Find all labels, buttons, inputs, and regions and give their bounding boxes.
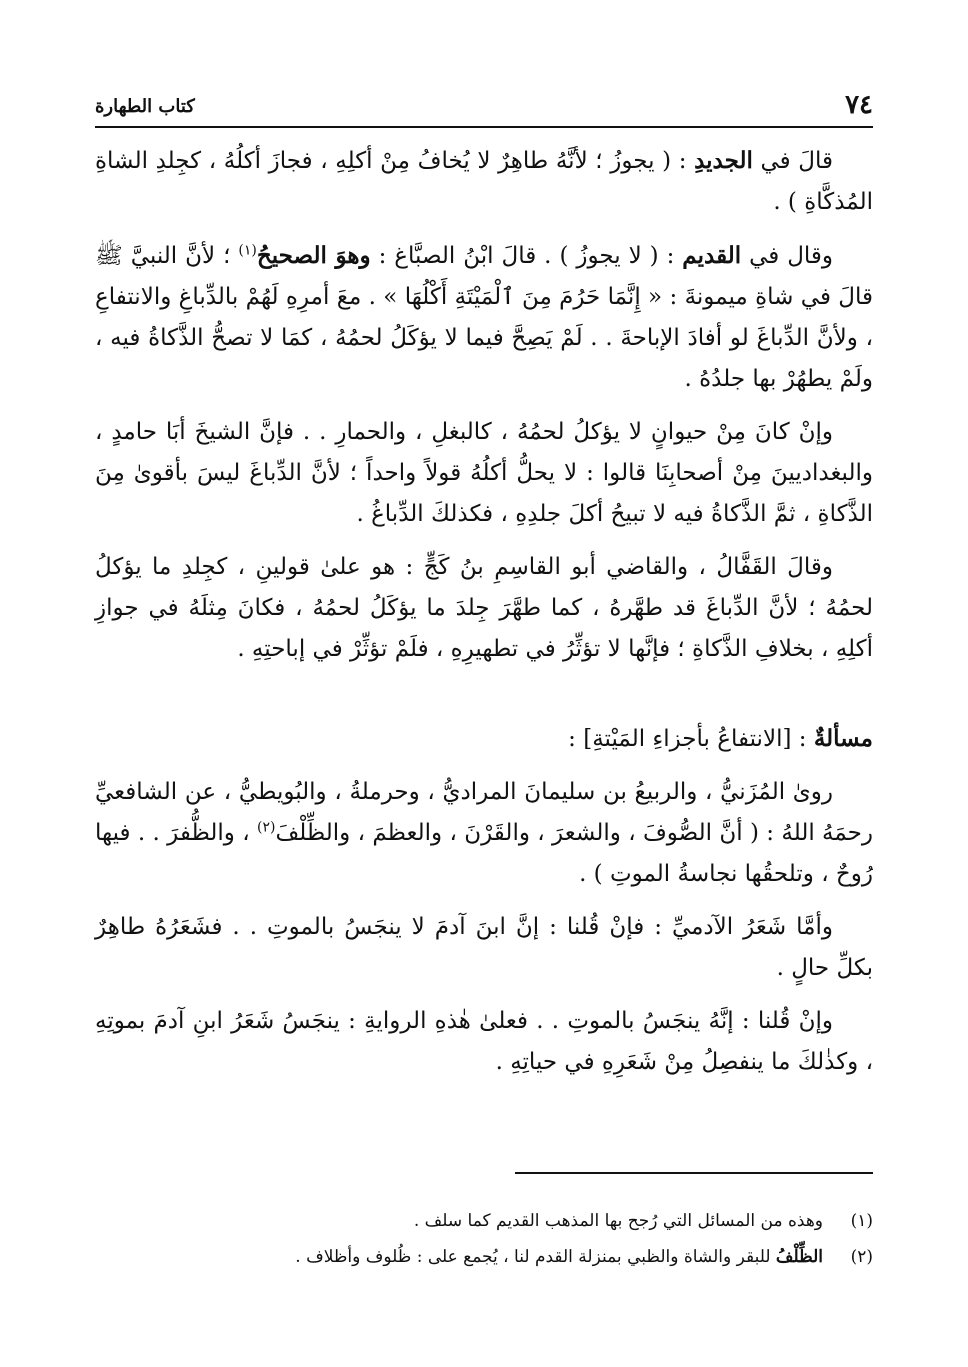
footnote-term: الظِّلْفُ bbox=[775, 1247, 823, 1267]
footnote-text: للبقر والشاة والظبي بمنزلة القدم لنا ، يُجمع على : ظُلوف وأظلاف . bbox=[295, 1247, 776, 1267]
paragraph-1: قالَ في الجديدِ : ( يجوزُ ؛ لأنَّهُ طاهِرٌ لا يُخافُ مِنْ أكلِهِ ، فجازَ أكلُهُ ، كجِلدِ الشاةِ المُذكَّاةِ ) . bbox=[95, 147, 873, 215]
footnote-text: وهذه من المسائل التي رُجح بها المذهب القديم كما سلف . bbox=[413, 1211, 823, 1231]
paragraph-7: وإنْ قُلنا : إنَّهُ ينجَسُ بالموتِ . . فعلىٰ هٰذهِ الروايةِ : ينجَسُ شَعَرُ ابنِ آدمَ بموتِهِ ، وكذٰلكَ ما ينفصِلُ مِنْ شَعَرِهِ في حياتِهِ . bbox=[95, 1008, 873, 1075]
footnotes bbox=[95, 1206, 873, 1278]
masala-heading bbox=[95, 718, 873, 760]
bold-term-jadid: الجديدِ bbox=[694, 147, 753, 174]
footnote-ref-1[interactable]: (١) bbox=[238, 242, 257, 259]
paragraph-3: وإنْ كانَ مِنْ حيوانٍ لا يؤكلُ لحمُهُ ، كالبغلِ ، والحمارِ . . فإنَّ الشيخَ أبَا حامدٍ ، والبغداديينَ مِنْ أصحابِنَا قالوا : لا يحلُّ أكلُهُ قولاً واحداً ؛ لأنَّ الدِّباغَ ليسَ بأقوىٰ مِنَ الذَّكاةِ ، ثمَّ الذَّكاةُ فيه لا تبيحُ أكلَ جلدِهِ ، فكذلكَ الدِّباغُ . bbox=[95, 419, 873, 527]
running-title: كتاب الطهارة bbox=[95, 96, 195, 117]
page-number: ٧٤ bbox=[845, 90, 873, 120]
paragraph-5: روىٰ المُزَنيُّ ، والربيعُ بن سليمانَ المراديُّ ، وحرملةُ ، والبُويطيُّ ، عن الشافعيِّ رحمَهُ اللهُ : ( أنَّ الصُّوفَ ، والشعرَ ، والقَرْنَ ، والعظمَ ، والظِّلْفَ$^{(٢)}$ ، والظُّفرَ . . فيها رُوحٌ ، وتلحقُها نجاسةُ الموتِ ) . bbox=[95, 779, 874, 887]
bold-term-qadim: القديم bbox=[682, 242, 742, 269]
footnote-rule bbox=[515, 1172, 873, 1174]
footnote-number: (١) bbox=[850, 1211, 873, 1231]
paragraph-6: وأمَّا شَعَرُ الآدميِّ : فإنْ قُلنا : إنَّ ابنَ آدمَ لا ينجَسُ بالموتِ . . فشَعَرُهُ طاهِرٌ بكلِّ حالٍ . bbox=[95, 914, 873, 981]
footnote-ref-2[interactable]: (٢) bbox=[256, 819, 276, 836]
paragraph-4: وقالَ القَفَّالُ ، والقاضي أبو القاسِمِ بنُ كَجٍّ : هو علىٰ قولينِ ، كجِلدِ ما يؤكلُ لحمُهُ ؛ لأنَّ الدِّباغَ قد طهَّرهُ ، كما طهَّرَ جِلدَ ما يؤكَلُ لحمُهُ ، فكانَ مِثلَهُ في جوازِ أكلِهِ ، بخلافِ الذَّكاةِ ؛ فإنَّها لا تؤثِّرُ في تطهيرِهِ ، فلَمْ تؤثِّرْ في إباحتِهِ . bbox=[95, 554, 873, 662]
section-gap bbox=[95, 682, 873, 718]
main-text bbox=[95, 140, 873, 1095]
footnote-1 bbox=[95, 1206, 873, 1236]
footnote-2 bbox=[95, 1242, 873, 1272]
footnote-number: (٢) bbox=[850, 1247, 873, 1267]
masala-title: : [الانتفاعُ بأجزاءِ المَيْتةِ] : bbox=[568, 726, 814, 752]
header-rule bbox=[95, 126, 873, 128]
masala-label: مسألةٌ bbox=[813, 725, 873, 752]
bold-term-sahih: وهوَ الصحيحُ bbox=[256, 242, 371, 269]
paragraph-2: وقال في القديم : ( لا يجوزُ ) . قالَ ابْنُ الصبَّاغ : وهوَ الصحيحُ$^{(١)}$ ؛ لأنَّ النبيَّ ﷺ قالَ في شاةِ ميمونةَ : « إِنَّمَا حَرُمَ مِنَ ٱلْمَيْتَةِ أَكْلُهَا » . معَ أمرِهِ لَهُمْ بالدِّباغِ والانتفاعِ ، ولأنَّ الدِّباغَ لو أفادَ الإباحةَ . . لَمْ يَصِحَّ فيما لا يؤكَلُ لحمُهُ ، كمَا لا تصحُّ الذَّكاةُ فيه ، ولَمْ يطهُرْ بها جلدُهُ . bbox=[95, 242, 873, 392]
page-header bbox=[95, 90, 873, 122]
